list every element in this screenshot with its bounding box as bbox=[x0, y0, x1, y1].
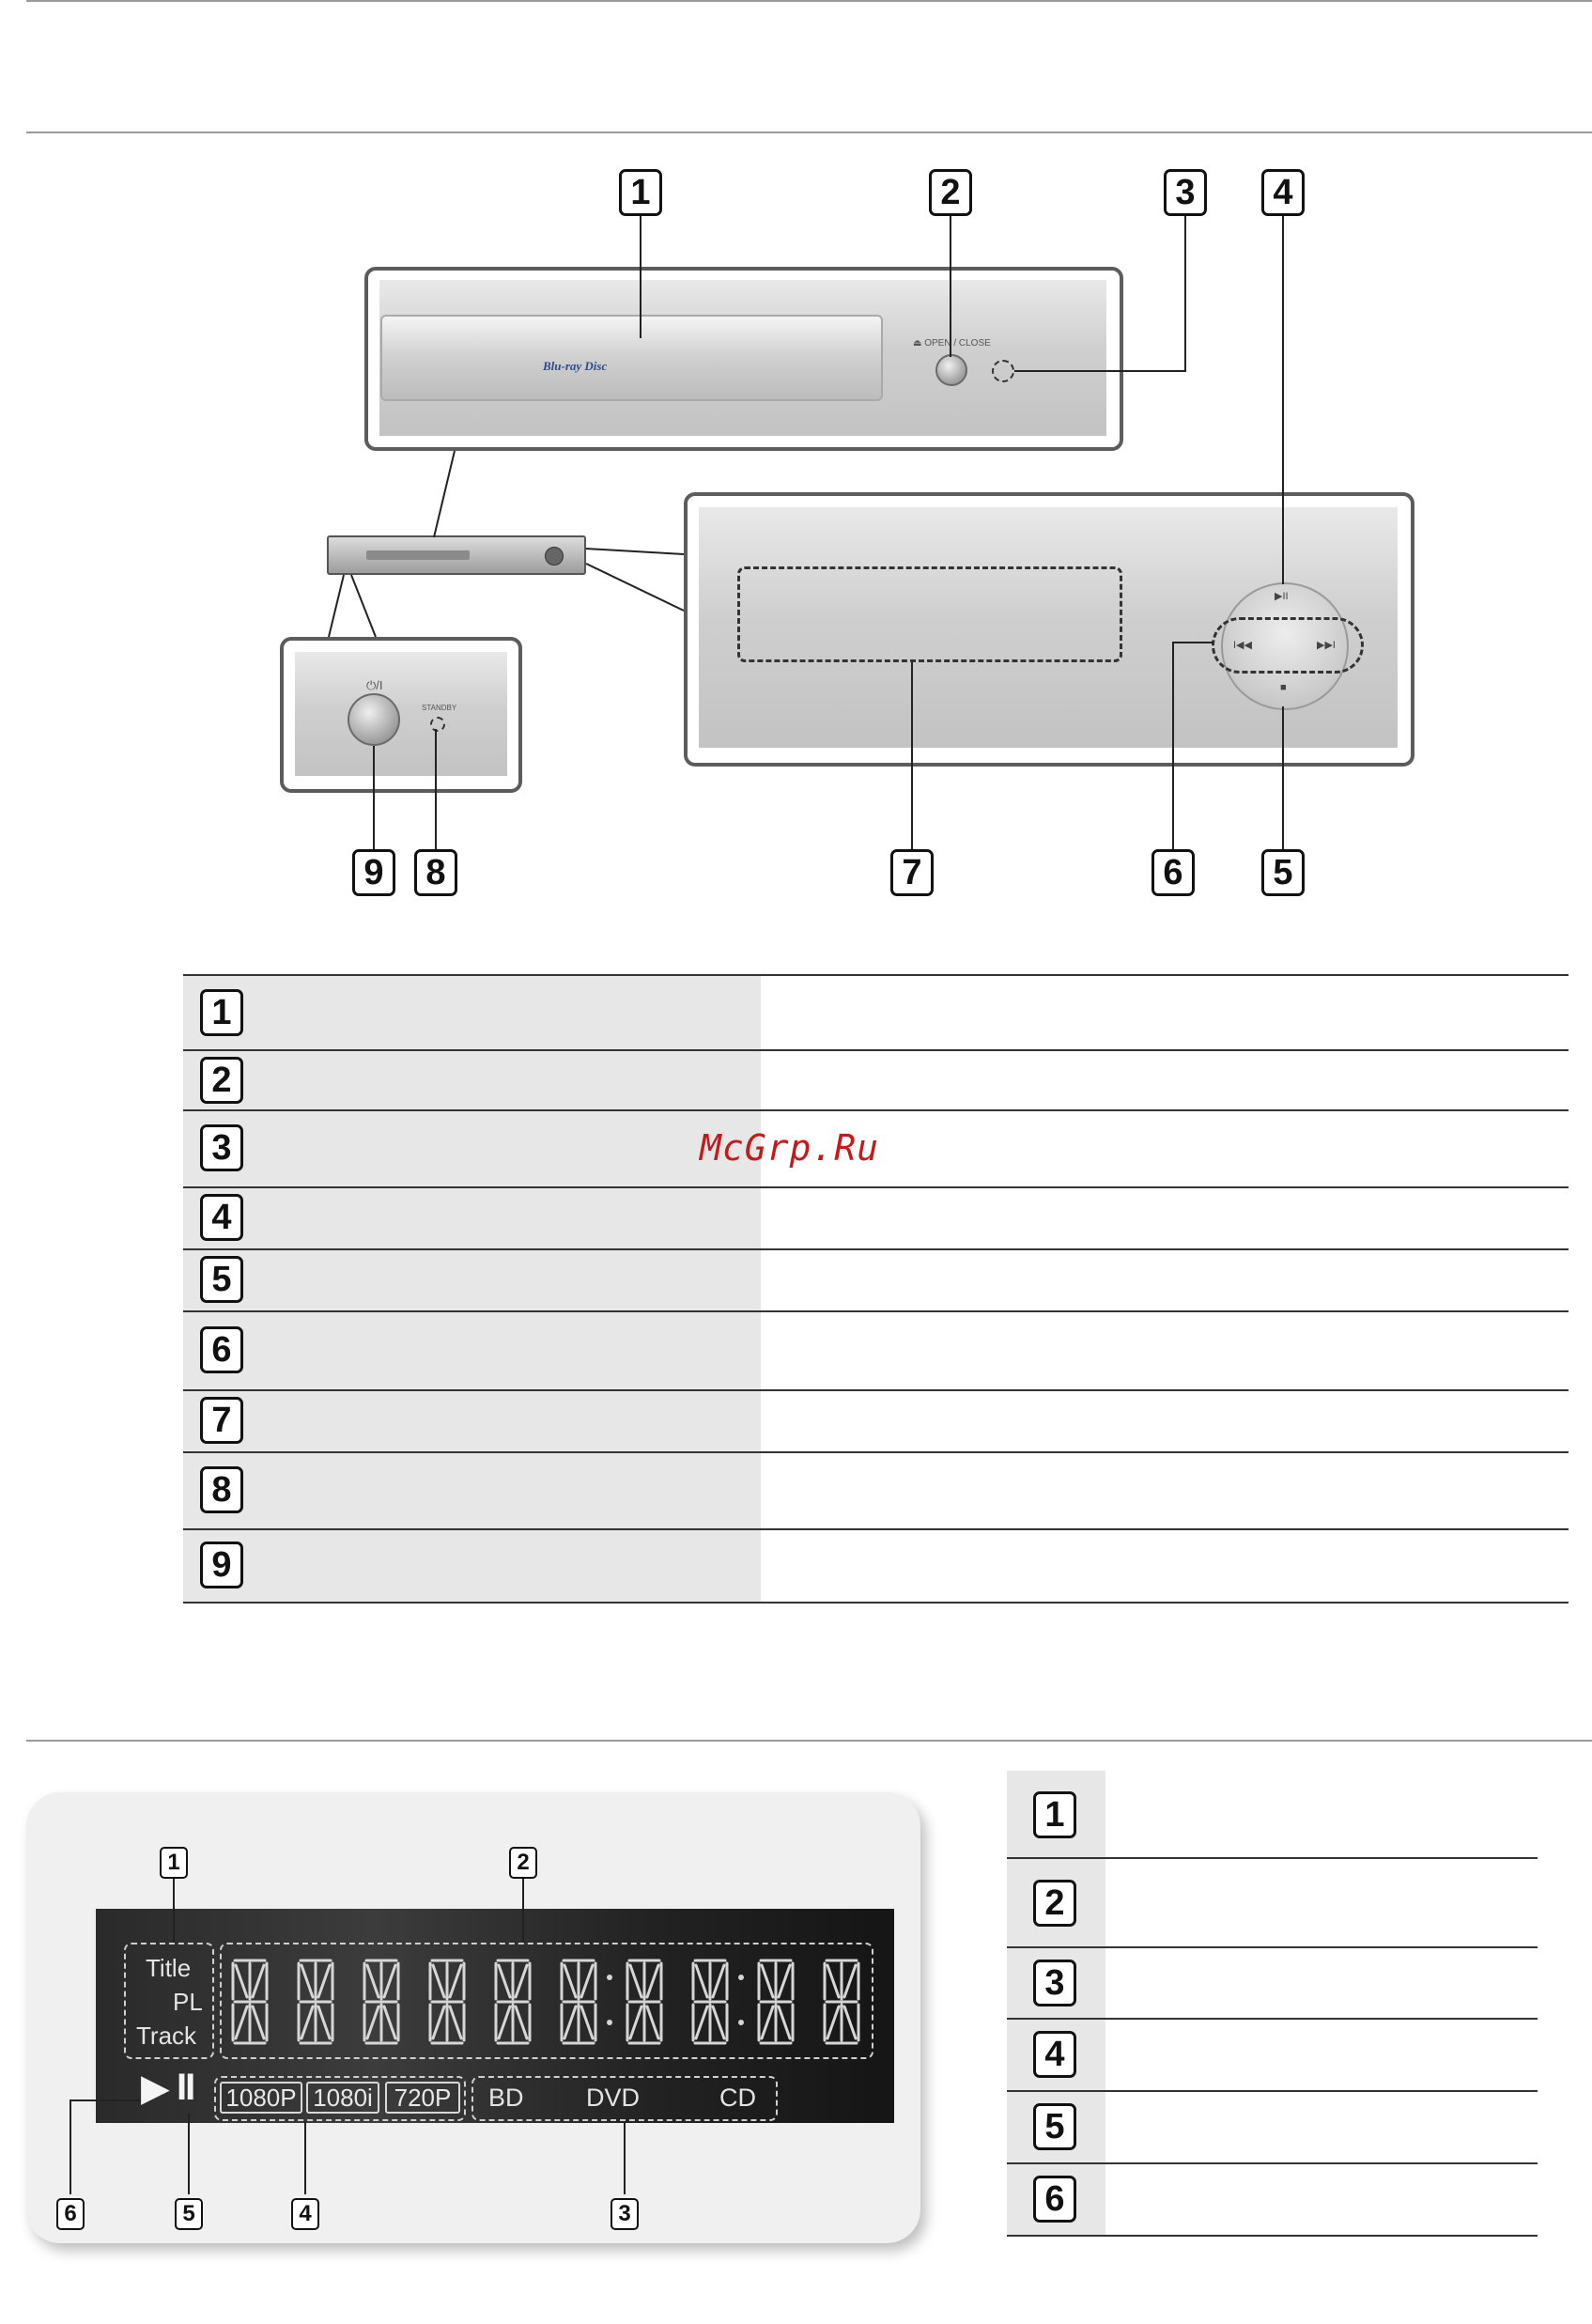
pl-indicator: PL bbox=[173, 1988, 203, 2016]
open-close-label: ⏏ OPEN / CLOSE bbox=[913, 338, 991, 349]
play-pause-icon[interactable]: ▶II bbox=[1275, 591, 1289, 602]
row-number: 3 bbox=[200, 1124, 243, 1171]
display-callout-6: 6 bbox=[56, 2198, 85, 2230]
table-row bbox=[1007, 2092, 1538, 2164]
callout-5: 5 bbox=[1261, 849, 1305, 896]
res-1080i: 1080i bbox=[306, 2082, 379, 2114]
row-number: 4 bbox=[1033, 2031, 1076, 2078]
row-number: 8 bbox=[200, 1466, 243, 1513]
disc-dvd: DVD bbox=[586, 2084, 641, 2112]
pause-indicator: II bbox=[177, 2067, 194, 2108]
row-number: 6 bbox=[1033, 2176, 1076, 2223]
table-row bbox=[1007, 2020, 1538, 2092]
table-row bbox=[1007, 1859, 1538, 1948]
watermark: McGrp.Ru bbox=[700, 1127, 880, 1169]
track-indicator: Track bbox=[136, 2022, 197, 2050]
title-indicator: Title bbox=[146, 1954, 192, 1982]
display-callout-5: 5 bbox=[175, 2198, 203, 2230]
res-1080p: 1080P bbox=[220, 2082, 302, 2114]
display-table bbox=[1007, 1771, 1538, 2237]
stop-icon[interactable]: ■ bbox=[1280, 682, 1287, 693]
disc-bd: BD bbox=[488, 2084, 524, 2112]
display-callout-1: 1 bbox=[160, 1847, 188, 1879]
row-number: 3 bbox=[1033, 1960, 1076, 2006]
row-number: 1 bbox=[1033, 1791, 1076, 1838]
row-number: 2 bbox=[1033, 1880, 1076, 1927]
row-number: 2 bbox=[200, 1057, 243, 1104]
standby-label: STANDBY bbox=[422, 704, 457, 712]
callout-7: 7 bbox=[890, 849, 934, 896]
table-row bbox=[1007, 1948, 1538, 2020]
row-number: 1 bbox=[200, 989, 243, 1036]
row-number: 9 bbox=[200, 1542, 243, 1588]
callout-6: 6 bbox=[1151, 849, 1195, 896]
callout-4: 4 bbox=[1261, 169, 1305, 216]
display-callout-2: 2 bbox=[509, 1847, 537, 1879]
disc-cd: CD bbox=[719, 2084, 756, 2112]
callout-2: 2 bbox=[929, 169, 972, 216]
row-number: 6 bbox=[200, 1326, 243, 1373]
display-callout-3: 3 bbox=[611, 2198, 639, 2230]
bluray-logo: Blu-ray Disc bbox=[543, 359, 608, 373]
callout-1: 1 bbox=[619, 169, 662, 216]
skip-back-icon[interactable]: I◀◀ bbox=[1233, 640, 1252, 651]
row-number: 4 bbox=[200, 1194, 243, 1241]
skip-forward-icon[interactable]: ▶▶I bbox=[1317, 640, 1336, 651]
callout-8: 8 bbox=[414, 849, 457, 896]
row-number: 5 bbox=[1033, 2103, 1076, 2150]
row-number: 7 bbox=[200, 1397, 243, 1444]
table-row bbox=[1007, 1771, 1538, 1859]
play-indicator: ▶ bbox=[141, 2068, 170, 2109]
power-symbol: ⏻/I bbox=[366, 678, 383, 692]
display-callout-4: 4 bbox=[291, 2198, 319, 2230]
callout-9: 9 bbox=[352, 849, 395, 896]
res-720p: 720P bbox=[385, 2082, 460, 2114]
row-number: 5 bbox=[200, 1256, 243, 1303]
table-row bbox=[1007, 2164, 1538, 2237]
callout-3: 3 bbox=[1164, 169, 1207, 216]
